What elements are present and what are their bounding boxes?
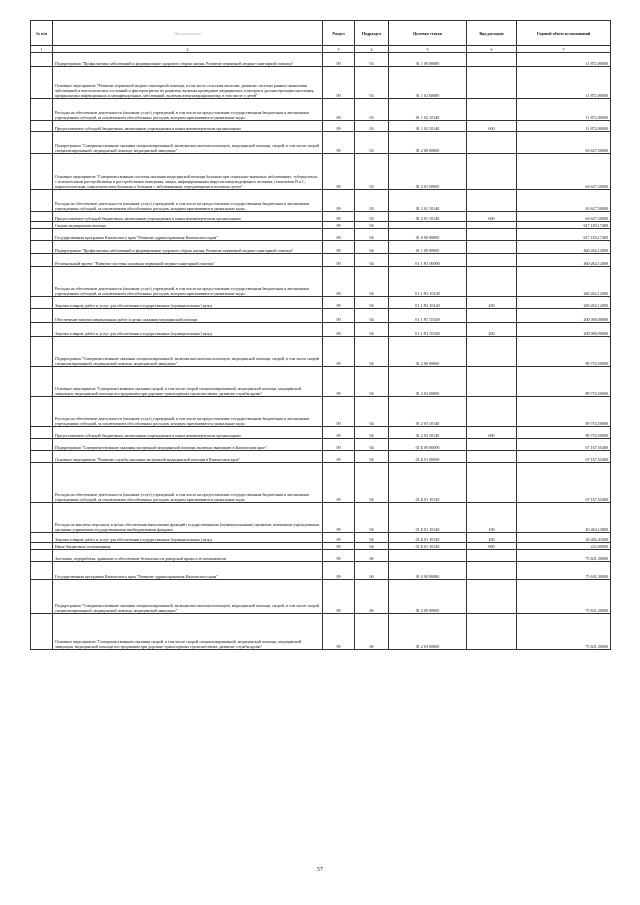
header-podrazdel: Подраздел	[355, 21, 389, 46]
cell-target-article: 01 1 00 00000	[389, 241, 467, 254]
table-row	[31, 99, 611, 121]
cell-amount: 63 627,50000	[517, 190, 611, 212]
cell-podrazdel: 04	[355, 323, 389, 337]
cell-name: Предоставление субсидий бюджетным, автономным учреждениям и иным некоммерческим организациям	[53, 121, 323, 132]
cell-razdel: 09	[323, 267, 355, 297]
cell-name: Расходы на выплаты персоналу в целях обеспечения выполнения функций государственными (муниципальными) органами, казенными учреждениями, органами управления государственными внебюджетными фондами	[53, 503, 323, 533]
cell-no	[31, 267, 53, 297]
cell-target-article	[389, 222, 467, 229]
table-row	[31, 533, 611, 543]
cell-razdel: 09	[323, 99, 355, 121]
cell-name: Подпрограмма "Совершенствование оказания специализированной, включая высокотехнологичную, медицинской помощи, скорой, в том числе скорой специализированной, медицинской помощи, медицинской эвакуации"	[53, 337, 323, 367]
cell-expense-type	[467, 67, 517, 99]
cell-amount: 89 753,50000	[517, 427, 611, 439]
cell-podrazdel: 04	[355, 427, 389, 439]
cell-amount: 200 000,00000	[517, 323, 611, 337]
cell-expense-type	[467, 190, 517, 212]
cell-no	[31, 397, 53, 427]
cell-amount: 89 753,50000	[517, 397, 611, 427]
cell-name: Закупка товаров, работ и услуг для обеспечения государственных (муниципальных) нужд	[53, 533, 323, 543]
table-row	[31, 427, 611, 439]
table-row	[31, 212, 611, 222]
cell-razdel: 09	[323, 439, 355, 451]
cell-amount: 75 631,30000	[517, 580, 611, 614]
cell-name: Расходы на обеспечение деятельности (оказание услуг) учреждений, в том числе на предоставление государственным бюджетным и автономным учреждениям субсидий, за исключением обособленных расходов, которым присваиваются уникальные коды	[53, 463, 323, 503]
cell-target-article: 01 Б 01 10140	[389, 463, 467, 503]
cell-no	[31, 99, 53, 121]
cell-amount: 75 631,30000	[517, 562, 611, 580]
cell-podrazdel: 03	[355, 132, 389, 154]
cell-no	[31, 297, 53, 309]
cell-name: Государственная программа Камчатского края "Развитие здравоохранения Камчатского края"	[53, 229, 323, 241]
table-row	[31, 323, 611, 337]
cell-name: Подпрограмма "Совершенствование оказания экстренной медицинской помощи, включая эвакуацию в Камчатском крае"	[53, 439, 323, 451]
cell-no	[31, 451, 53, 463]
table-row	[31, 67, 611, 99]
column-number: 7	[517, 46, 611, 53]
budget-table-page	[30, 20, 610, 650]
cell-expense-type	[467, 451, 517, 463]
cell-podrazdel: 04	[355, 309, 389, 323]
cell-podrazdel: 03	[355, 99, 389, 121]
cell-razdel: 09	[323, 463, 355, 503]
table-row	[31, 397, 611, 427]
cell-no	[31, 503, 53, 533]
table-row	[31, 309, 611, 323]
cell-name: Расходы на обеспечение деятельности (оказание услуг) учреждений, в том числе на предоставление государственным бюджетным и автономным учреждениям субсидий, за исключением обособленных расходов, которым присваиваются уникальные коды	[53, 190, 323, 212]
cell-name: Расходы на обеспечение деятельности (оказание услуг) учреждений, в том числе на предоставление государственным бюджетным и автономным учреждениям субсидий, за исключением обособленных расходов, которым присваиваются уникальные коды	[53, 267, 323, 297]
cell-expense-type	[467, 132, 517, 154]
table-row	[31, 53, 611, 67]
cell-no	[31, 53, 53, 67]
cell-no	[31, 229, 53, 241]
table-row	[31, 580, 611, 614]
cell-podrazdel: 04	[355, 533, 389, 543]
cell-razdel: 09	[323, 427, 355, 439]
cell-razdel: 09	[323, 212, 355, 222]
cell-expense-type	[467, 222, 517, 229]
table-row	[31, 267, 611, 297]
cell-target-article: 01 1 02 10140	[389, 121, 467, 132]
cell-target-article: 01 1 N1 55540	[389, 323, 467, 337]
cell-razdel: 09	[323, 154, 355, 190]
table-header	[31, 21, 611, 46]
cell-no	[31, 309, 53, 323]
header-no: № п/п	[31, 21, 53, 46]
cell-name: Подпрограмма "Совершенствование оказания специализированной, включая высокотехнологичную, медицинской помощи, скорой, в том числе скорой специализированной, медицинской помощи, медицинской эвакуации"	[53, 580, 323, 614]
table-row	[31, 614, 611, 650]
cell-expense-type	[467, 397, 517, 427]
cell-target-article: 01 Б 01 10140	[389, 533, 467, 543]
cell-expense-type: 600	[467, 212, 517, 222]
cell-name: Расходы на обеспечение деятельности (оказание услуг) учреждений, в том числе на предоставление государственным бюджетным и автономным учреждениям субсидий, за исключением обособленных расходов, которым присваиваются уникальные коды	[53, 397, 323, 427]
table-row	[31, 229, 611, 241]
cell-no	[31, 614, 53, 650]
cell-amount: 11 872,00000	[517, 53, 611, 67]
cell-podrazdel: 03	[355, 212, 389, 222]
cell-name: Подпрограмма "Профилактика заболеваний и формирование здорового образа жизни. Развитие первичной медико-санитарной помощи"	[53, 53, 323, 67]
cell-expense-type	[467, 439, 517, 451]
cell-amount: 67 167,55400	[517, 463, 611, 503]
cell-name: Закупка товаров, работ и услуг для обеспечения государственных (муниципальных) нужд	[53, 297, 323, 309]
cell-podrazdel: 06	[355, 580, 389, 614]
column-number: 5	[389, 46, 467, 53]
header-razdel: Раздел	[323, 21, 355, 46]
table-row	[31, 121, 611, 132]
cell-no	[31, 190, 53, 212]
cell-target-article: 01 1 02 10140	[389, 99, 467, 121]
cell-name: Основное мероприятие "Совершенствование оказания скорой, в том числе скорой специализированной, медицинской помощи, медицинской эвакуации, медицинской помощи пострадавшим при дорожно-транспортных происшествиях, развитие службы крови"	[53, 367, 323, 397]
cell-expense-type: 200	[467, 533, 517, 543]
cell-amount: 67 167,55400	[517, 451, 611, 463]
table-row	[31, 297, 611, 309]
cell-razdel: 09	[323, 323, 355, 337]
cell-no	[31, 533, 53, 543]
cell-amount: 11 872,00000	[517, 121, 611, 132]
cell-podrazdel: 04	[355, 267, 389, 297]
cell-target-article: 01 1 N1 10140	[389, 297, 467, 309]
cell-expense-type	[467, 367, 517, 397]
cell-expense-type: 600	[467, 121, 517, 132]
cell-amount: 63 627,50000	[517, 154, 611, 190]
cell-no	[31, 367, 53, 397]
cell-amount: 200 000,00000	[517, 309, 611, 323]
cell-target-article: 01 2 03 00000	[389, 367, 467, 397]
cell-expense-type	[467, 254, 517, 267]
cell-no	[31, 254, 53, 267]
header-cs: Целевая статья	[389, 21, 467, 46]
cell-podrazdel: 04	[355, 254, 389, 267]
cell-no	[31, 463, 53, 503]
header-sum: Годовой объем ассигнований	[517, 21, 611, 46]
cell-expense-type	[467, 463, 517, 503]
table-row	[31, 463, 611, 503]
cell-podrazdel: 04	[355, 222, 389, 229]
table-row	[31, 154, 611, 190]
cell-target-article: 01 Б 01 00000	[389, 451, 467, 463]
cell-target-article: 01 2 00 00000	[389, 580, 467, 614]
budget-table	[30, 20, 611, 650]
cell-razdel: 09	[323, 397, 355, 427]
column-number-row	[31, 46, 611, 53]
cell-expense-type: 800	[467, 543, 517, 550]
cell-podrazdel: 04	[355, 543, 389, 550]
cell-razdel: 09	[323, 67, 355, 99]
cell-podrazdel: 04	[355, 503, 389, 533]
cell-podrazdel: 04	[355, 439, 389, 451]
cell-no	[31, 154, 53, 190]
cell-amount: 11 872,00000	[517, 99, 611, 121]
cell-target-article: 01 2 00 00000	[389, 132, 467, 154]
cell-name: Иные бюджетные ассигнования	[53, 543, 323, 550]
cell-target-article: 01 2 01 00000	[389, 154, 467, 190]
cell-name: Основное мероприятие "Совершенствование оказания скорой, в том числе скорой специализированной, медицинской помощи, медицинской эвакуации, медицинской помощи пострадавшим при дорожно-транспортных происшествиях, развитие службы крови"	[53, 614, 323, 650]
cell-expense-type: 600	[467, 427, 517, 439]
cell-no	[31, 212, 53, 222]
cell-podrazdel: 04	[355, 297, 389, 309]
cell-target-article: 01 2 01 10140	[389, 212, 467, 222]
cell-target-article: 01 0 00 00000	[389, 562, 467, 580]
cell-podrazdel: 06	[355, 550, 389, 562]
cell-amount: 63 627,50000	[517, 132, 611, 154]
cell-amount: 26 482,41600	[517, 533, 611, 543]
table-row	[31, 503, 611, 533]
cell-name: Основное мероприятие "Развитие службы оказания экстренной медицинской помощи в Камчатском крае"	[53, 451, 323, 463]
cell-target-article: 01 2 00 00000	[389, 337, 467, 367]
cell-expense-type	[467, 337, 517, 367]
cell-target-article: 01 2 03 10140	[389, 427, 467, 439]
cell-no	[31, 222, 53, 229]
cell-podrazdel: 06	[355, 614, 389, 650]
page-number: 57	[317, 867, 323, 873]
cell-expense-type	[467, 550, 517, 562]
cell-razdel: 09	[323, 451, 355, 463]
cell-expense-type	[467, 241, 517, 254]
cell-amount: 63 627,50000	[517, 212, 611, 222]
cell-target-article: 01 Б 01 10140	[389, 503, 467, 533]
cell-razdel: 09	[323, 132, 355, 154]
column-number: 3	[323, 46, 355, 53]
cell-no	[31, 580, 53, 614]
cell-amount: 617 183,17400	[517, 229, 611, 241]
cell-no	[31, 132, 53, 154]
cell-target-article: 01 1 N1 55540	[389, 309, 467, 323]
cell-amount: 75 631,30000	[517, 550, 611, 562]
cell-target-article: 01 Б 00 00000	[389, 439, 467, 451]
cell-name: Расходы на обеспечение деятельности (оказание услуг) учреждений, в том числе на предоставление государственным бюджетным и автономным учреждениям субсидий, за исключением обособленных расходов, которым присваиваются уникальные коды	[53, 99, 323, 121]
cell-name: Предоставление субсидий бюджетным, автономным учреждениям и иным некоммерческим организациям	[53, 212, 323, 222]
cell-razdel: 09	[323, 229, 355, 241]
cell-expense-type	[467, 309, 517, 323]
cell-target-article: 01 1 00 00000	[389, 53, 467, 67]
table-row	[31, 550, 611, 562]
cell-target-article	[389, 550, 467, 562]
cell-podrazdel: 03	[355, 154, 389, 190]
cell-no	[31, 323, 53, 337]
cell-name: Региональный проект "Развитие системы оказания первичной медико-санитарной помощи"	[53, 254, 323, 267]
cell-no	[31, 67, 53, 99]
cell-no	[31, 121, 53, 132]
cell-razdel: 09	[323, 309, 355, 323]
cell-no	[31, 337, 53, 367]
cell-target-article: 01 2 01 10140	[389, 190, 467, 212]
cell-podrazdel: 04	[355, 229, 389, 241]
cell-razdel: 09	[323, 241, 355, 254]
cell-no	[31, 427, 53, 439]
cell-razdel: 09	[323, 222, 355, 229]
cell-name: Предоставление субсидий бюджетным, автономным учреждениям и иным некоммерческим организациям	[53, 427, 323, 439]
cell-podrazdel: 03	[355, 121, 389, 132]
cell-razdel: 09	[323, 543, 355, 550]
cell-expense-type	[467, 267, 517, 297]
cell-expense-type	[467, 580, 517, 614]
table-row	[31, 562, 611, 580]
cell-target-article: 01 1 N1 10140	[389, 267, 467, 297]
cell-podrazdel: 04	[355, 367, 389, 397]
table-row	[31, 190, 611, 212]
cell-target-article: 01 1 N1 00000	[389, 254, 467, 267]
table-row	[31, 439, 611, 451]
header-vr: Вид расходов	[467, 21, 517, 46]
cell-no	[31, 241, 53, 254]
cell-name: Скорая медицинская помощь	[53, 222, 323, 229]
column-number: 1	[31, 46, 53, 53]
table-row	[31, 241, 611, 254]
column-number: 2	[53, 46, 323, 53]
cell-target-article: 01 0 00 00000	[389, 229, 467, 241]
cell-expense-type	[467, 614, 517, 650]
table-row	[31, 367, 611, 397]
cell-podrazdel: 04	[355, 451, 389, 463]
table-row	[31, 337, 611, 367]
cell-amount: 260 262,12000	[517, 267, 611, 297]
cell-name: Государственная программа Камчатского края "Развитие здравоохранения Камчатского края"	[53, 562, 323, 580]
table-row	[31, 254, 611, 267]
cell-name: Заготовка, переработка, хранение и обеспечение безопасности донорской крови и ее компонентов	[53, 550, 323, 562]
cell-name: Основное мероприятие "Совершенствование системы оказания медицинской помощи больным при социально-значимых заболеваниях: туберкулезом, с психическими расстройствами и расстройствами поведения, лицам, инфицированным вирусом иммунодефицита человека, гепатитами B и C, наркологическим, онкологическим больным и больным с заболеваниями, передающимися половым путем"	[53, 154, 323, 190]
table-row	[31, 132, 611, 154]
header-name: Наименование	[53, 21, 323, 46]
table-row	[31, 222, 611, 229]
column-number: 4	[355, 46, 389, 53]
cell-name: Обеспечение закупки авиационных работ в целях оказания медицинской помощи	[53, 309, 323, 323]
cell-amount: 89 753,50000	[517, 337, 611, 367]
cell-amount: 89 753,50000	[517, 367, 611, 397]
cell-target-article: 01 2 03 10140	[389, 397, 467, 427]
cell-amount: 460 262,12000	[517, 254, 611, 267]
cell-target-article: 01 1 02 00000	[389, 67, 467, 99]
cell-target-article: 01 Б 01 10140	[389, 543, 467, 550]
cell-expense-type	[467, 53, 517, 67]
cell-razdel: 09	[323, 533, 355, 543]
cell-razdel: 09	[323, 550, 355, 562]
cell-no	[31, 562, 53, 580]
cell-amount: 617 183,17400	[517, 222, 611, 229]
cell-amount: 40 463,13800	[517, 503, 611, 533]
cell-expense-type	[467, 154, 517, 190]
column-number: 6	[467, 46, 517, 53]
cell-expense-type	[467, 562, 517, 580]
cell-podrazdel: 03	[355, 53, 389, 67]
cell-razdel: 09	[323, 580, 355, 614]
table-row	[31, 543, 611, 550]
cell-name: Основное мероприятие "Развитие первичной медико-санитарной помощи, в том числе сельским жителям, развитие системы раннего выявления заболеваний и патологических состояний и факторов риска их развития, включая проведение медицинских осмотров и диспансеризации населения, профилактика инфекционных и неинфекционных заболеваний, включая иммунопрофилактику, в том числе у детей"	[53, 67, 323, 99]
cell-razdel: 09	[323, 562, 355, 580]
cell-name: Подпрограмма "Профилактика заболеваний и формирование здорового образа жизни. Развитие первичной медико-санитарной помощи"	[53, 241, 323, 254]
cell-razdel: 09	[323, 367, 355, 397]
cell-razdel: 09	[323, 503, 355, 533]
cell-expense-type: 100	[467, 503, 517, 533]
cell-razdel: 09	[323, 297, 355, 309]
cell-name: Подпрограмма "Совершенствование оказания специализированной, включая высокотехнологичную, медицинской помощи, скорой, в том числе скорой специализированной, медицинской помощи, медицинской эвакуации"	[53, 132, 323, 154]
cell-razdel: 09	[323, 337, 355, 367]
cell-podrazdel: 03	[355, 190, 389, 212]
cell-expense-type: 200	[467, 323, 517, 337]
cell-amount: 67 167,55400	[517, 439, 611, 451]
cell-podrazdel: 04	[355, 241, 389, 254]
cell-amount: 460 262,12000	[517, 241, 611, 254]
cell-expense-type	[467, 229, 517, 241]
cell-podrazdel: 04	[355, 337, 389, 367]
cell-expense-type	[467, 99, 517, 121]
cell-name: Закупка товаров, работ и услуг для обеспечения государственных (муниципальных) нужд	[53, 323, 323, 337]
cell-razdel: 09	[323, 121, 355, 132]
cell-amount: 11 872,00000	[517, 67, 611, 99]
cell-amount: 222,00000	[517, 543, 611, 550]
cell-no	[31, 543, 53, 550]
cell-amount: 75 631,30000	[517, 614, 611, 650]
cell-target-article: 01 2 03 00000	[389, 614, 467, 650]
cell-podrazdel: 06	[355, 562, 389, 580]
cell-podrazdel: 03	[355, 67, 389, 99]
cell-podrazdel: 04	[355, 397, 389, 427]
cell-razdel: 09	[323, 614, 355, 650]
cell-razdel: 09	[323, 190, 355, 212]
cell-podrazdel: 04	[355, 463, 389, 503]
table-row	[31, 451, 611, 463]
cell-no	[31, 550, 53, 562]
cell-expense-type: 200	[467, 297, 517, 309]
cell-razdel: 09	[323, 53, 355, 67]
cell-amount: 260 262,12000	[517, 297, 611, 309]
cell-razdel: 09	[323, 254, 355, 267]
cell-no	[31, 439, 53, 451]
